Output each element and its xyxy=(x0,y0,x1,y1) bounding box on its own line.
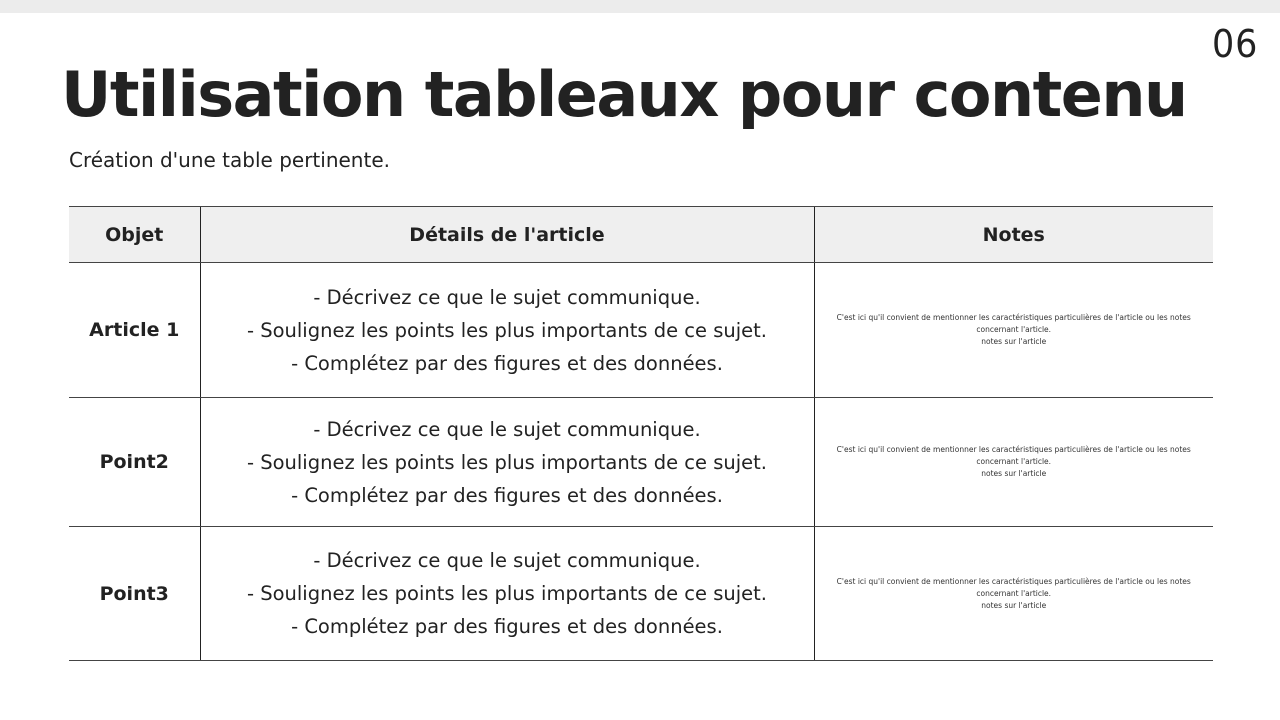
notes-text: notes sur l'article xyxy=(981,469,1047,478)
content-table xyxy=(69,206,1213,661)
table-header-row xyxy=(69,207,1213,263)
notes-text: notes sur l'article xyxy=(981,337,1047,346)
detail-line: - Soulignez les points les plus importants de ce sujet. xyxy=(246,318,768,342)
table-row xyxy=(69,527,1213,661)
notes-text: notes sur l'article xyxy=(981,600,1047,610)
notes-cell xyxy=(814,263,1213,398)
slide-subtitle: Création d'une table pertinente. xyxy=(69,148,390,172)
table-row xyxy=(69,398,1213,527)
notes-text: C'est ici qu'il convient de mentionner les caractéristiques particulières de l'article ou les notes concernant l'article. xyxy=(836,313,1191,334)
details-cell xyxy=(200,398,814,527)
detail-line: - Soulignez les points les plus importants de ce sujet. xyxy=(246,450,768,474)
detail-line: - Décrivez ce que le sujet communique. xyxy=(313,549,701,572)
header-details: Détails de l'article xyxy=(200,207,814,263)
detail-line: - Complétez par des figures et des données. xyxy=(291,483,723,507)
table-row xyxy=(69,263,1213,398)
details-cell xyxy=(200,263,814,398)
notes-text: C'est ici qu'il convient de mentionner les caractéristiques particulières de l'article ou les notes concernant l'article. xyxy=(836,445,1191,466)
detail-line: - Décrivez ce que le sujet communique. xyxy=(313,285,701,309)
page-number: 06 xyxy=(1211,22,1258,66)
detail-line: - Complétez par des figures et des données. xyxy=(291,351,723,375)
detail-line: - Soulignez les points les plus importants de ce sujet. xyxy=(246,582,768,605)
header-notes: Notes xyxy=(814,207,1213,263)
detail-line: - Décrivez ce que le sujet communique. xyxy=(313,417,701,441)
object-cell: Article 1 xyxy=(69,263,200,398)
notes-cell xyxy=(814,527,1213,661)
notes-text: C'est ici qu'il convient de mentionner les caractéristiques particulières de l'article ou les notes concernant l'article. xyxy=(836,576,1191,598)
object-cell: Point2 xyxy=(69,398,200,527)
slide-title: Utilisation tableaux pour contenu xyxy=(61,58,1187,131)
detail-line: - Complétez par des figures et des données. xyxy=(291,615,723,638)
details-cell xyxy=(200,527,814,661)
top-bar xyxy=(0,0,1280,13)
header-object: Objet xyxy=(69,207,200,263)
notes-cell xyxy=(814,398,1213,527)
object-cell: Point3 xyxy=(69,527,200,661)
